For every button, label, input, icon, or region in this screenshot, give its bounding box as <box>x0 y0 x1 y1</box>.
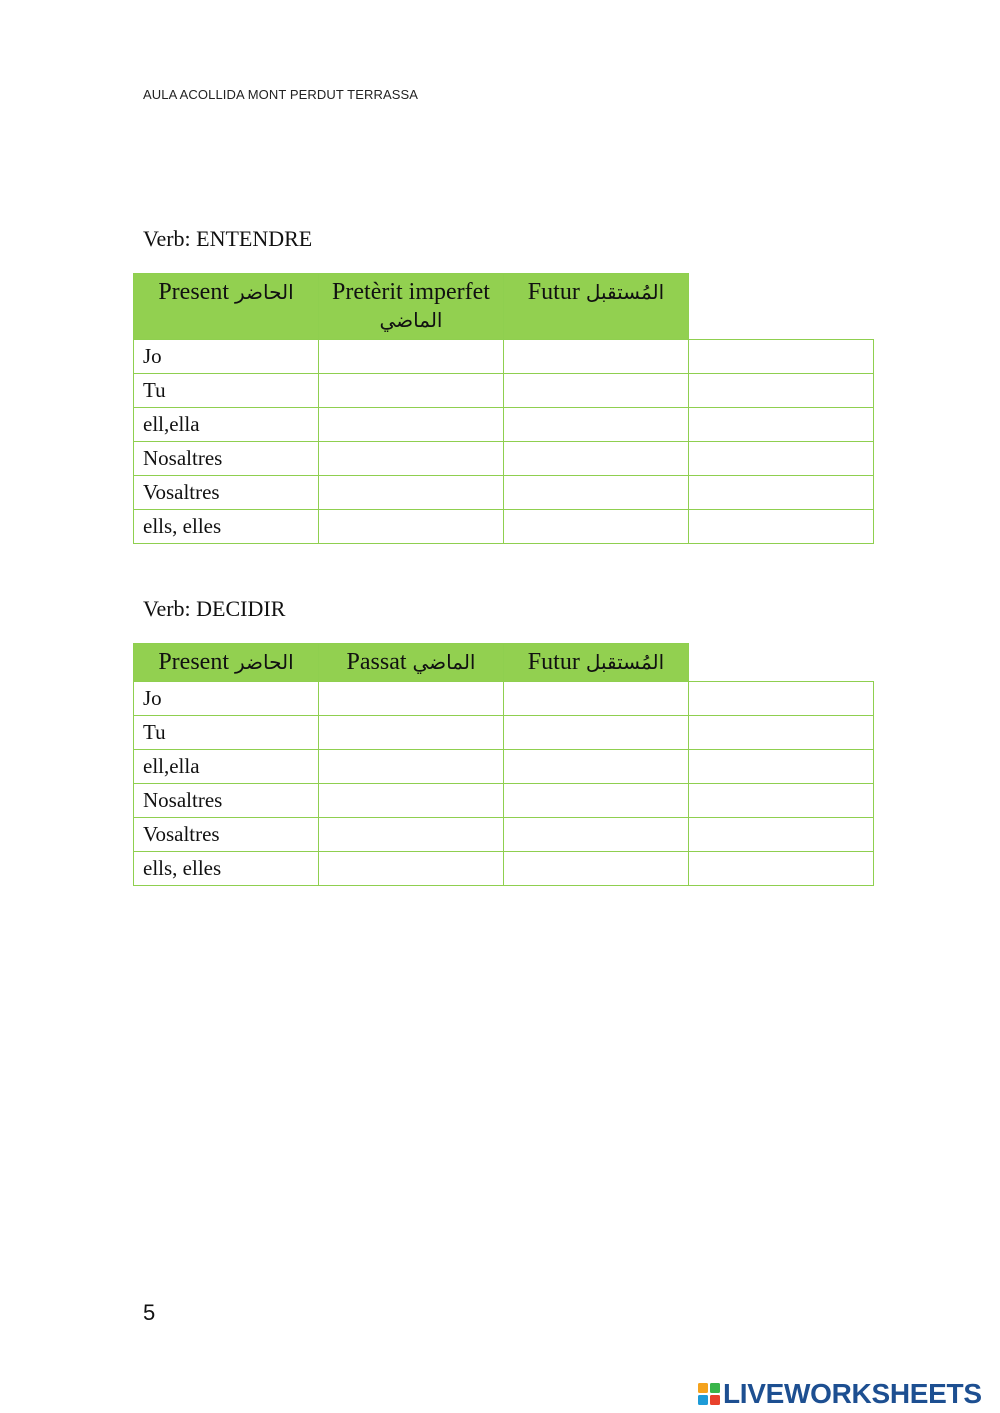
answer-cell-past[interactable] <box>504 476 689 510</box>
answer-cell-present[interactable] <box>319 682 504 716</box>
table-row <box>134 716 874 750</box>
liveworksheets-logo-icon <box>697 1382 721 1406</box>
liveworksheets-logo-text: LIVEWORKSHEETS <box>723 1378 982 1409</box>
answer-cell-present[interactable] <box>319 340 504 374</box>
answer-cell-past[interactable] <box>504 750 689 784</box>
answer-cell-present[interactable] <box>319 750 504 784</box>
answer-cell-future[interactable] <box>689 750 874 784</box>
answer-cell-past[interactable] <box>504 716 689 750</box>
answer-cell-present[interactable] <box>319 442 504 476</box>
column-header-preterit-imperfet: Pretèrit imperfet الماضي <box>319 274 504 340</box>
pronoun-cell: Nosaltres <box>134 784 319 818</box>
answer-cell-future[interactable] <box>689 340 874 374</box>
answer-cell-present[interactable] <box>319 784 504 818</box>
answer-cell-future[interactable] <box>689 852 874 886</box>
answer-cell-past[interactable] <box>504 510 689 544</box>
conjugation-table-entendre <box>133 273 874 544</box>
answer-cell-past[interactable] <box>504 442 689 476</box>
answer-cell-future[interactable] <box>689 408 874 442</box>
answer-cell-future[interactable] <box>689 374 874 408</box>
table-row <box>134 682 874 716</box>
table-row <box>134 408 874 442</box>
answer-cell-future[interactable] <box>689 682 874 716</box>
answer-cell-past[interactable] <box>504 784 689 818</box>
answer-cell-past[interactable] <box>504 374 689 408</box>
answer-cell-future[interactable] <box>689 716 874 750</box>
pronoun-cell: ell,ella <box>134 408 319 442</box>
answer-cell-future[interactable] <box>689 818 874 852</box>
answer-cell-present[interactable] <box>319 408 504 442</box>
conjugation-table-decidir <box>133 643 874 886</box>
table-row <box>134 442 874 476</box>
document-header: AULA ACOLLIDA MONT PERDUT TERRASSA <box>143 87 419 102</box>
answer-cell-future[interactable] <box>689 510 874 544</box>
table-row <box>134 340 874 374</box>
column-header-futur: Futur المُستقبل <box>504 274 689 340</box>
table-header-row <box>134 274 874 340</box>
answer-cell-present[interactable] <box>319 510 504 544</box>
column-header-present: Present الحاضر <box>134 644 319 682</box>
verb-title-decidir: Verb: DECIDIR <box>143 596 286 621</box>
page-number: 5 <box>143 1300 156 1325</box>
answer-cell-past[interactable] <box>504 682 689 716</box>
pronoun-cell: ells, elles <box>134 510 319 544</box>
answer-cell-future[interactable] <box>689 784 874 818</box>
pronoun-cell: ells, elles <box>134 852 319 886</box>
answer-cell-present[interactable] <box>319 374 504 408</box>
table-row <box>134 818 874 852</box>
table-header-row <box>134 644 874 682</box>
table-row <box>134 476 874 510</box>
answer-cell-present[interactable] <box>319 476 504 510</box>
pronoun-cell: Jo <box>134 340 319 374</box>
pronoun-cell: Vosaltres <box>134 818 319 852</box>
table-row <box>134 374 874 408</box>
answer-cell-past[interactable] <box>504 818 689 852</box>
pronoun-cell: Nosaltres <box>134 442 319 476</box>
table-row <box>134 510 874 544</box>
answer-cell-present[interactable] <box>319 818 504 852</box>
answer-cell-present[interactable] <box>319 716 504 750</box>
column-header-futur: Futur المُستقبل <box>504 644 689 682</box>
verb-title-entendre: Verb: ENTENDRE <box>143 226 313 251</box>
pronoun-cell: Tu <box>134 374 319 408</box>
answer-cell-past[interactable] <box>504 340 689 374</box>
answer-cell-past[interactable] <box>504 408 689 442</box>
table-row <box>134 784 874 818</box>
pronoun-cell: Tu <box>134 716 319 750</box>
table-row <box>134 852 874 886</box>
pronoun-cell: Jo <box>134 682 319 716</box>
liveworksheets-logo[interactable] <box>697 1378 982 1410</box>
pronoun-cell: ell,ella <box>134 750 319 784</box>
column-header-passat: Passat الماضي <box>319 644 504 682</box>
column-header-present: Present الحاضر <box>134 274 319 340</box>
answer-cell-past[interactable] <box>504 852 689 886</box>
pronoun-cell: Vosaltres <box>134 476 319 510</box>
answer-cell-present[interactable] <box>319 852 504 886</box>
answer-cell-future[interactable] <box>689 442 874 476</box>
table-row <box>134 750 874 784</box>
answer-cell-future[interactable] <box>689 476 874 510</box>
